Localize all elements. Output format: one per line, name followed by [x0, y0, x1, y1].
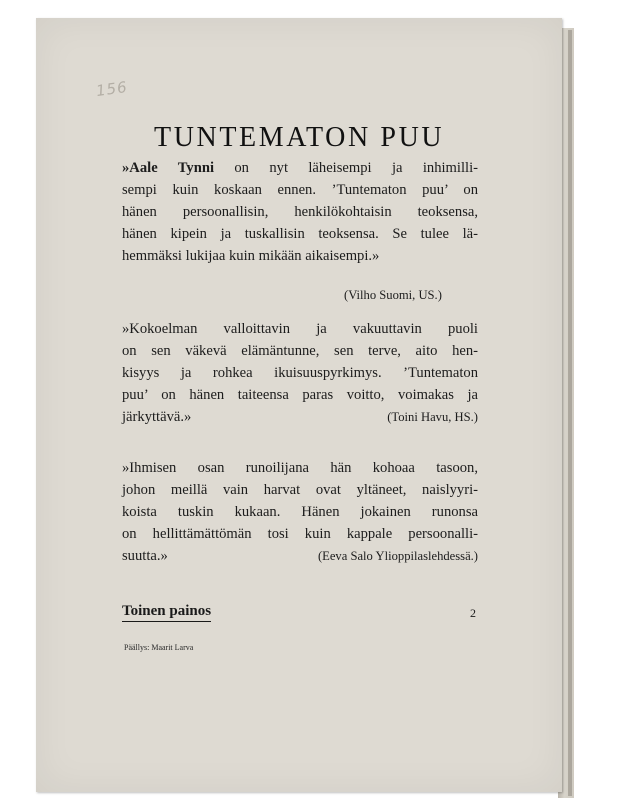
review-attribution-3: (Eeva Salo Ylioppilaslehdessä.) [317, 549, 478, 563]
book-spine-edge [568, 30, 572, 796]
review-line: on sen väkevä elämäntunne, sen terve, aito hen- [122, 343, 478, 359]
review-line: kisyys ja rohkea ikuisuuspyrkimys. ’Tuntematon [122, 365, 478, 381]
review-quote-3 [122, 457, 478, 567]
book-title: TUNTEMATON PUU [154, 122, 445, 153]
review-line-with-attribution [122, 545, 478, 567]
edition-label: Toinen painos [122, 603, 211, 622]
review-line: on hellittämättömän tosi kuin kappale persoonalli- [122, 526, 478, 542]
review-line: suutta.» [122, 548, 168, 564]
review-quote-2 [122, 318, 478, 428]
review-line: puu’ on hänen taiteensa paras voitto, voimakas ja [122, 387, 478, 403]
cover-credit: Päällys: Maarit Larva [124, 643, 194, 652]
review-line: koista tuskin kukaan. Hänen jokainen runonsa [122, 504, 478, 520]
review-line: hänen persoonallisin, henkilökohtaisin teoksensa, [122, 204, 478, 220]
review-line: hänen kipein ja tuskallisin teoksensa. Se tulee lä- [122, 226, 478, 242]
edition-number: 2 [470, 606, 476, 620]
review-quote-1 [122, 157, 478, 267]
review-attribution-1: (Vilho Suomi, US.) [344, 288, 442, 302]
author-name: »Aale Tynni [122, 160, 215, 176]
review-line: järkyttävä.» [122, 409, 192, 425]
review-line: johon meillä vain harvat ovat yltäneet, naislyyri- [122, 482, 478, 498]
review-line-with-attribution [122, 406, 478, 428]
review-line: »Aale Tynni on nyt läheisempi ja inhimilli- [122, 160, 478, 176]
review-attribution-2: (Toini Havu, HS.) [387, 410, 478, 424]
review-line: »Ihmisen osan runoilijana hän kohoaa tasoon, [122, 460, 478, 476]
review-line: hemmäksi lukijaa kuin mikään aikaisempi.» [122, 248, 380, 264]
pencil-price-note: 156 [94, 77, 129, 101]
review-line: »Kokoelman valloittavin ja vakuuttavin puoli [122, 321, 478, 337]
review-line: sempi kuin koskaan ennen. ’Tuntematon puu’ on [122, 182, 478, 198]
